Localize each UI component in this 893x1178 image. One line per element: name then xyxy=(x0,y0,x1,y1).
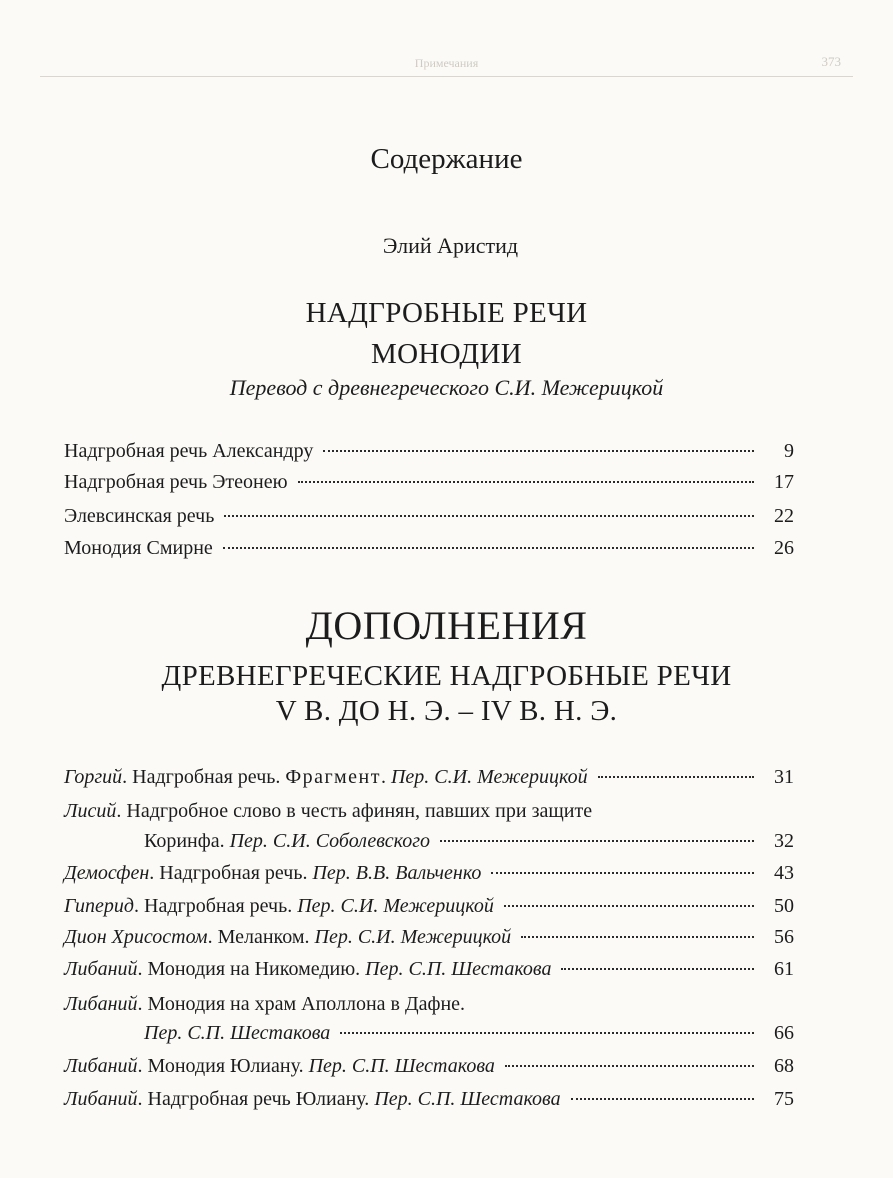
toc-entry-label xyxy=(64,893,494,919)
toc-entry-page: 9 xyxy=(784,440,794,462)
entry-extra-punct: . xyxy=(380,766,391,788)
entry-author: Лисий xyxy=(64,800,117,822)
toc-entry-label xyxy=(64,764,588,790)
toc-entry-page: 17 xyxy=(774,471,794,493)
dot-leader xyxy=(224,515,754,517)
toc-entry[interactable] xyxy=(64,956,794,982)
toc-entry-page: 61 xyxy=(774,958,794,980)
entry-translator: Пер. С.П. Шестакова xyxy=(308,1055,495,1077)
toc-entry-label: Надгробная речь Этеонею xyxy=(64,471,288,493)
entry-author: Либаний xyxy=(64,1055,138,1077)
entry-translator: Пер. С.И. Межерицкой xyxy=(297,895,494,917)
entry-author: Дион Хрисостом xyxy=(64,926,208,948)
entry-text: . Монодия на храм Аполлона в Дафне. xyxy=(137,993,466,1015)
entry-text-cont: Коринфа. xyxy=(144,830,230,852)
entry-text: . Надгробная речь. xyxy=(134,895,298,917)
toc-entry-label: Элевсинская речь xyxy=(64,505,215,527)
entry-text: . Надгробная речь. xyxy=(149,862,313,884)
entry-author: Демосфен xyxy=(64,862,150,884)
appendix-period: V В. ДО Н. Э. – IV В. Н. Э. xyxy=(275,695,618,727)
toc-entry-label xyxy=(64,860,481,886)
toc-entry-page: 22 xyxy=(774,505,794,527)
entry-extra: Фрагмент xyxy=(285,766,381,788)
entry-translator: Пер. С.И. Межерицкой xyxy=(390,766,588,788)
entry-author: Либаний xyxy=(64,993,138,1015)
toc-entry-label xyxy=(64,1053,495,1079)
dot-leader xyxy=(571,1098,754,1100)
entry-translator: Пер. С.И. Соболевского xyxy=(229,830,430,852)
dot-leader xyxy=(491,872,754,874)
toc-entry[interactable] xyxy=(64,828,794,854)
toc-entry[interactable] xyxy=(64,438,794,464)
toc-entry[interactable] xyxy=(64,860,794,886)
toc-entry-page: 50 xyxy=(774,895,794,917)
appendix-subtitle: ДРЕВНЕГРЕЧЕСКИЕ НАДГРОБНЫЕ РЕЧИ xyxy=(161,660,732,692)
entry-author: Либаний xyxy=(64,958,138,980)
show-through-page-number: 373 xyxy=(821,54,841,69)
entry-text: . Монодия на Никомедию. xyxy=(137,958,366,980)
entry-author: Горгий xyxy=(64,766,123,788)
toc-entry-page: 43 xyxy=(774,862,794,884)
entry-text: . Надгробная речь. xyxy=(122,766,286,788)
toc-entry-page: 56 xyxy=(774,926,794,948)
dot-leader xyxy=(505,1065,754,1067)
toc-entry[interactable] xyxy=(64,893,794,919)
dot-leader xyxy=(561,968,754,970)
translator-note: Перевод с древнегреческого С.И. Межерицкой xyxy=(229,375,664,400)
toc-entry-label: Монодия Смирне xyxy=(64,537,213,559)
entry-text: . Надгробное слово в честь афинян, павших при защите xyxy=(116,800,593,822)
toc-entry-label xyxy=(64,1020,330,1046)
toc-entry-first-line[interactable] xyxy=(64,798,592,824)
author-name: Элий Аристид xyxy=(382,233,519,258)
entry-text: . Меланком. xyxy=(207,926,315,948)
dot-leader xyxy=(323,450,754,452)
toc-entry-label xyxy=(64,924,511,950)
appendix-title: ДОПОЛНЕНИЯ xyxy=(305,603,588,648)
toc-entry-label xyxy=(64,956,551,982)
entry-translator: Пер. С.И. Межерицкой xyxy=(314,926,512,948)
entry-author: Гиперид xyxy=(64,895,134,917)
entry-translator: Пер. В.В. Вальченко xyxy=(312,862,482,884)
toc-entry[interactable] xyxy=(64,764,794,790)
entry-text: . Надгробная речь Юлиану. xyxy=(137,1088,375,1110)
dot-leader xyxy=(340,1032,754,1034)
toc-entry-page: 31 xyxy=(774,766,794,788)
toc-entry[interactable] xyxy=(64,1020,794,1046)
entry-author: Либаний xyxy=(64,1088,138,1110)
toc-entry[interactable] xyxy=(64,1086,794,1112)
show-through-running-header: Примечания xyxy=(414,56,479,70)
toc-entry-label: Надгробная речь Александру xyxy=(64,440,314,462)
entry-translator: Пер. С.П. Шестакова xyxy=(144,1022,331,1044)
toc-entry-page: 68 xyxy=(774,1055,794,1077)
toc-entry-page: 66 xyxy=(774,1022,794,1044)
dot-leader xyxy=(440,840,754,842)
entry-translator: Пер. С.П. Шестакова xyxy=(374,1088,561,1110)
toc-entry[interactable] xyxy=(64,924,794,950)
book-title-line1: НАДГРОБНЫЕ РЕЧИ xyxy=(305,297,588,329)
entry-text: . Монодия Юлиану. xyxy=(137,1055,309,1077)
toc-entry[interactable] xyxy=(64,469,794,495)
entry-translator: Пер. С.П. Шестакова xyxy=(365,958,552,980)
book-title-line2: МОНОДИИ xyxy=(371,338,522,370)
toc-entry-label xyxy=(64,1086,561,1112)
toc-entry[interactable] xyxy=(64,535,794,561)
toc-entry-page: 26 xyxy=(774,537,794,559)
toc-entry-page: 75 xyxy=(774,1088,794,1110)
page-title: Содержание xyxy=(370,143,523,175)
dot-leader xyxy=(521,936,754,938)
show-through-rule xyxy=(40,76,853,77)
toc-entry-first-line[interactable] xyxy=(64,991,465,1017)
dot-leader xyxy=(598,776,754,778)
toc-entry-page: 32 xyxy=(774,830,794,852)
dot-leader xyxy=(504,905,754,907)
dot-leader xyxy=(223,547,754,549)
dot-leader xyxy=(298,481,754,483)
toc-entry[interactable] xyxy=(64,1053,794,1079)
toc-entry[interactable] xyxy=(64,503,794,529)
toc-entry-label xyxy=(64,828,430,854)
